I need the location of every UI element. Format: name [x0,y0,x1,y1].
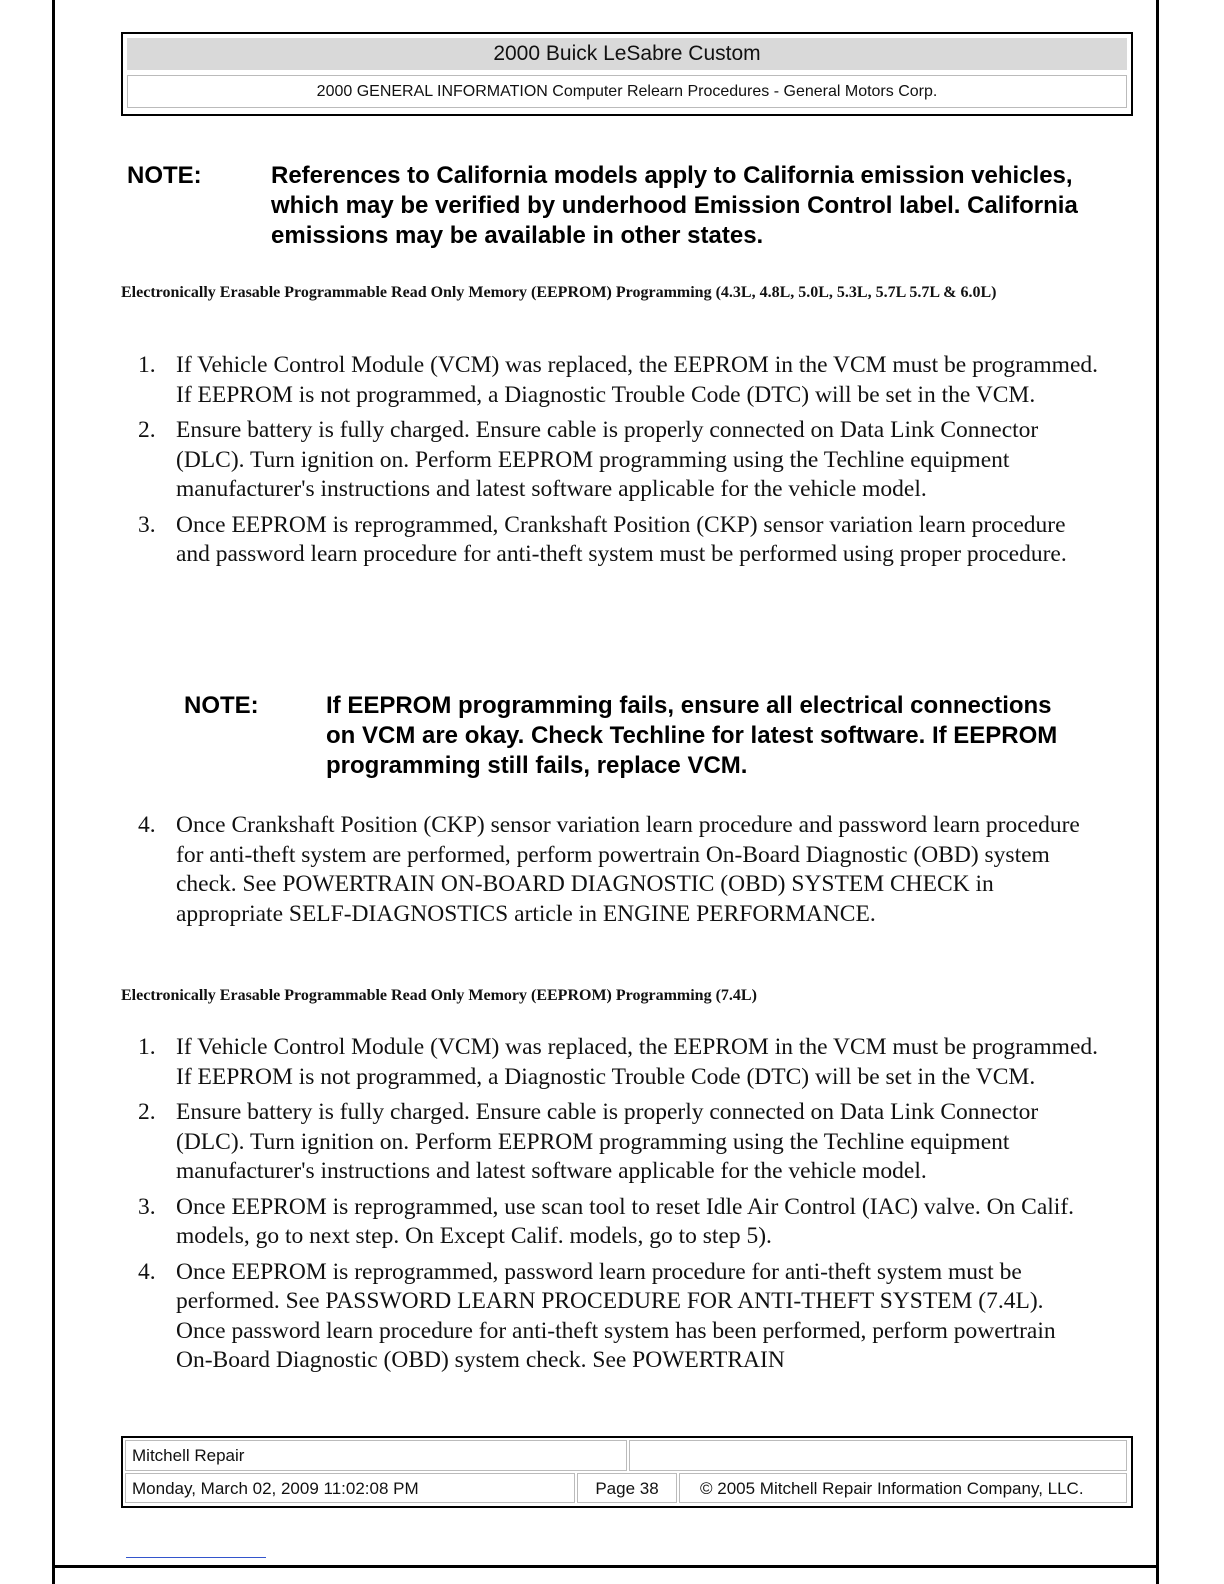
section-heading-eeprom-v8: Electronically Erasable Programmable Read Only Memory (EEPROM) Programming (4.3L, 4.8L, 5.0L, 5.3L, 5.7L 5.7L & 6.0L) [121,284,997,301]
footer-company: Mitchell Repair [125,1440,627,1471]
document-subtitle: 2000 GENERAL INFORMATION Computer Relearn Procedures - General Motors Corp. [127,75,1127,108]
note-text: If EEPROM programming fails, ensure all electrical connections on VCM are okay. Check Techline for latest software. If EEPROM programming still fails, replace VCM. [326,692,1058,779]
page-bottom-border [52,1565,1159,1568]
note-california [127,161,1087,253]
list-item: 2. Ensure battery is fully charged. Ensure cable is properly connected on Data Link Connector (DLC). Turn ignition on. Perform EEPROM programming using the Techline equipment manufacturer's instructions and latest software applicable for the vehicle model. [138,1099,1039,1184]
section-heading-eeprom-7-4l: Electronically Erasable Programmable Read Only Memory (EEPROM) Programming (7.4L) [121,987,757,1004]
page-right-border [1156,0,1159,1584]
list-item: 2. Ensure battery is fully charged. Ensure cable is properly connected on Data Link Connector (DLC). Turn ignition on. Perform EEPROM programming using the Techline equipment manufacturer's instructions and latest software applicable for the vehicle model. [138,417,1039,502]
list-item: 3. Once EEPROM is reprogrammed, use scan tool to reset Idle Air Control (IAC) valve. On Calif. models, go to next step. On Except Calif. models, go to step 5). [138,1193,1075,1249]
section1-steps-continued [138,811,1098,935]
document-footer [121,1436,1133,1508]
footer-copyright: © 2005 Mitchell Repair Information Company, LLC. [679,1473,1127,1503]
list-item: 1. If Vehicle Control Module (VCM) was replaced, the EEPROM in the VCM must be programmed. If EEPROM is not programmed, a Diagnostic Trouble Code (DTC) will be set in the VCM. [138,1034,1099,1090]
footer-empty-cell [629,1440,1127,1471]
note-label: NOTE: [184,692,259,719]
page-left-border [52,0,55,1584]
note-label: NOTE: [127,162,202,189]
footer-date: Monday, March 02, 2009 11:02:08 PM [125,1473,575,1503]
list-item: 4. Once Crankshaft Position (CKP) sensor variation learn procedure and password learn procedure for anti-theft system are performed, perform powertrain On-Board Diagnostic (OBD) system check. See POWERTRAIN ON-BOARD DIAGNOSTIC (OBD) SYSTEM CHECK in appropriate SELF-DIAGNOSTICS article in ENGINE PERFORMANCE. [138,812,1080,927]
list-item: 1. If Vehicle Control Module (VCM) was replaced, the EEPROM in the VCM must be programmed. If EEPROM is not programmed, a Diagnostic Trouble Code (DTC) will be set in the VCM. [138,352,1099,408]
document-header [121,32,1133,116]
footnote-rule [126,1557,266,1558]
footer-page-number: Page 38 [577,1473,677,1503]
note-eeprom-fails [184,691,1084,783]
note-text: References to California models apply to California emission vehicles, which may be verified by underhood Emission Control label. California emissions may be available in other states. [271,162,1078,249]
list-item: 3. Once EEPROM is reprogrammed, Crankshaft Position (CKP) sensor variation learn procedure and password learn procedure for anti-theft system must be performed using proper procedure. [138,511,1067,567]
section2-steps [138,1033,1098,1382]
section1-steps [138,351,1098,576]
vehicle-title: 2000 Buick LeSabre Custom [127,38,1127,70]
list-item: 4. Once EEPROM is reprogrammed, password learn procedure for anti-theft system must be performed. See PASSWORD LEARN PROCEDURE FOR ANTI-THEFT SYSTEM (7.4L). Once password learn procedure for anti-theft system has been performed, perform powertrain On-Board Diagnostic (OBD) system check. See POWERTRAIN [138,1258,1056,1373]
